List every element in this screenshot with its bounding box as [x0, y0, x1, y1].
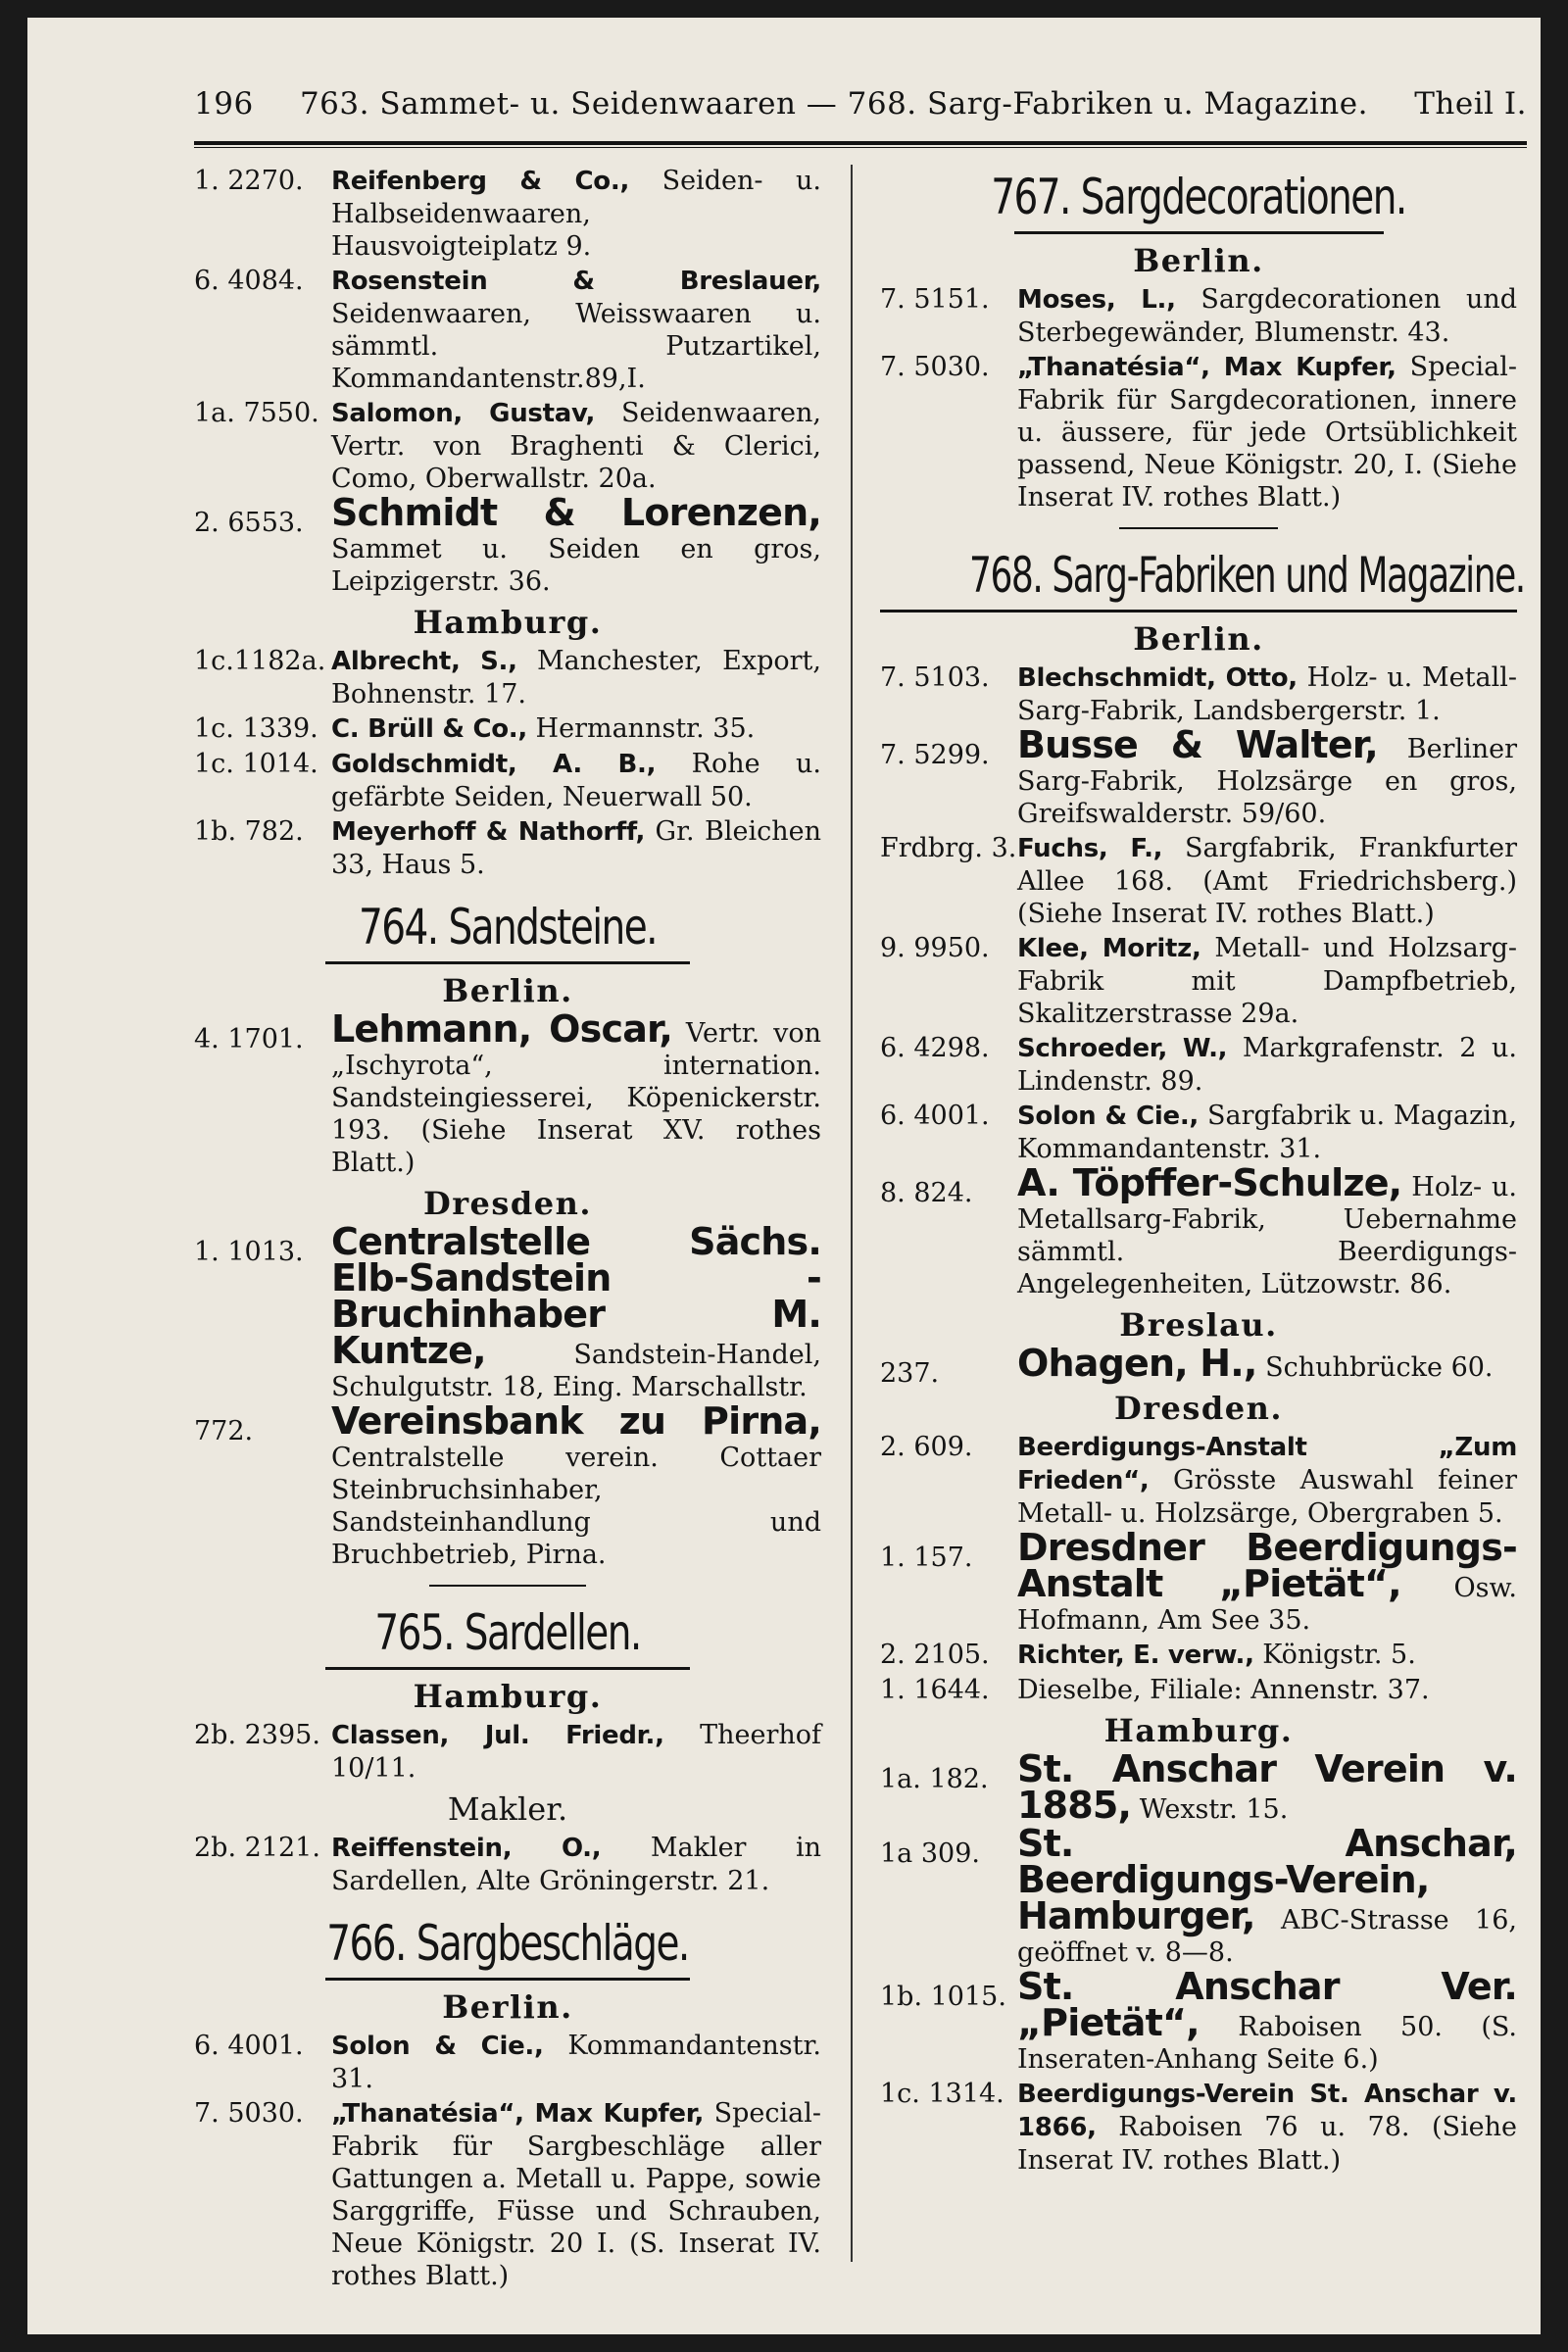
entry-description: Makler in Sardellen, Alte Gröningerstr. 21. [331, 1833, 821, 1896]
entry-description: Sargdecorationen und Sterbegewänder, Blumenstr. 43. [1017, 284, 1518, 348]
entry-phone-number: 237. [880, 1358, 940, 1389]
entry-description: Sandstein-Handel, Schulgutstr. 18, Eing. Marschallstr. [331, 1340, 821, 1402]
column-divider [851, 165, 853, 2262]
entry-phone-number: 1a 309. [880, 1838, 980, 1869]
entry-firm-name: Busse & Walter, [1017, 723, 1378, 766]
city-heading: Dresden. [1113, 1390, 1284, 1427]
directory-page [27, 18, 1541, 2334]
entry-body [1017, 1747, 1517, 1827]
entry-phone-number: 1a. 182. [880, 1764, 989, 1794]
entry-phone-number: 4. 1701. [194, 1024, 304, 1054]
entry-firm-name: „Thanatésia“, Max Kupfer, [331, 2099, 705, 2129]
directory-entry [880, 1639, 1517, 1672]
entry-body [1017, 1100, 1517, 1165]
entry-description: Gr. Bleichen 33, Haus 5. [331, 816, 821, 880]
entry-firm-name: Fuchs, F., [1017, 834, 1163, 863]
entry-list [194, 645, 821, 881]
page-number: 196 [194, 86, 254, 122]
entry-firm-name: Blechschmidt, Otto, [1017, 663, 1298, 693]
running-title: 763. Sammet- u. Seidenwaaren — 768. Sarg-Fabriken u. Magazine. [299, 86, 1368, 122]
entry-firm-name: „Thanatésia“, Max Kupfer, [1017, 353, 1396, 382]
entry-description: Raboisen 50. (S. Inseraten-Anhang Seite 6.) [1017, 2012, 1517, 2075]
entry-body [1017, 1822, 1517, 1969]
entry-body [1017, 283, 1517, 349]
entry-list [194, 1007, 822, 1179]
entry-description: Sargfabrik u. Magazin, Kommandantenstr. 31. [1017, 1101, 1517, 1164]
entry-body [1017, 1431, 1517, 1530]
entry-body [1017, 351, 1517, 514]
entry-description: Holz- u. Metallsarg-Fabrik, Uebernahme sämmtl. Beerdigungs-Angelegenheiten, Lützowstr. 86. [1017, 1172, 1517, 1299]
entry-firm-name: Beerdigungs-Verein St. Anschar v. 1866, [1017, 2080, 1517, 2142]
entry-phone-number: 2. 609. [880, 1432, 973, 1462]
entry-firm-name: A. Töpffer-Schulze, [1017, 1161, 1402, 1204]
divider-rule [429, 1585, 586, 1587]
entry-description: Sammet u. Seiden en gros, Leipzigerstr. 36. [331, 534, 821, 597]
entry-firm-name: Dresdner Beerdigungs-Anstalt „Pietät“, [1017, 1526, 1517, 1605]
entry-phone-number: 6. 4001. [880, 1101, 990, 1131]
entry-phone-number: Frdbrg. 3. [880, 833, 1017, 863]
entry-body [1017, 1526, 1517, 1637]
directory-entry [880, 1747, 1517, 1827]
entry-body [331, 2030, 821, 2095]
directory-entry [880, 832, 1517, 930]
entry-firm-name: St. Anschar Verein v. 1885, [1017, 1747, 1517, 1827]
entry-phone-number: 1c. 1014. [194, 749, 318, 779]
entry-body [331, 1719, 821, 1785]
entry-firm-name: Classen, Jul. Friedr., [331, 1721, 664, 1750]
directory-entry [880, 2078, 1517, 2177]
entry-body [1017, 832, 1517, 930]
directory-entry [880, 723, 1517, 830]
directory-entry [880, 1526, 1517, 1637]
entry-firm-name: Albrecht, S., [331, 647, 517, 676]
directory-entry [880, 351, 1517, 514]
entry-phone-number: 1b. 782. [194, 816, 304, 847]
directory-entry [194, 2030, 821, 2095]
entry-list [194, 2030, 821, 2292]
entry-body [331, 748, 821, 813]
entry-phone-number: 1b. 1015. [880, 1982, 1006, 2012]
entry-firm-name: Rosenstein & Breslauer, [331, 267, 821, 296]
entry-firm-name: Centralstelle Sächs. Elb-Sandstein - Bruchinhaber M. Kuntze, [331, 1220, 821, 1372]
section-title: 764. Sandsteine. [359, 899, 657, 956]
entry-body [331, 2097, 821, 2292]
entry-list [194, 1719, 821, 1785]
entry-firm-name: Solon & Cie., [331, 2032, 544, 2061]
entry-body [331, 397, 821, 495]
entry-description: Dieselbe, Filiale: Annenstr. 37. [1017, 1675, 1430, 1705]
city-heading: Hamburg. [1103, 1712, 1294, 1749]
entry-firm-name: St. Anschar Ver. „Pietät“, [1017, 1965, 1517, 2044]
header-rule [194, 141, 1527, 145]
entry-description: Metall- und Holzsarg-Fabrik mit Dampfbetrieb, Skalitzerstrasse 29a. [1017, 933, 1518, 1029]
directory-entry [880, 932, 1517, 1030]
entry-body [1017, 1674, 1517, 1706]
section-title: 768. Sarg-Fabriken und Magazine. [969, 547, 1525, 604]
entry-body [331, 491, 821, 598]
directory-entry [194, 2097, 821, 2292]
page-header [194, 86, 1527, 122]
entry-firm-name: Schroeder, W., [1017, 1034, 1228, 1063]
directory-entry [194, 491, 821, 598]
entry-description: Holz- u. Metall-Sarg-Fabrik, Landsbergerstr. 1. [1017, 662, 1517, 726]
entry-firm-name: Schmidt & Lorenzen, [331, 491, 821, 534]
entry-phone-number: 2. 6553. [194, 508, 304, 538]
entry-firm-name: C. Brüll & Co., [331, 714, 527, 744]
entry-list [880, 1747, 1517, 2177]
entry-body [331, 1007, 822, 1179]
section-rule [325, 1978, 689, 1981]
directory-entry [880, 662, 1517, 727]
entry-description: Raboisen 76 u. 78. (Siehe Inserat IV. rothes Blatt.) [1017, 2112, 1517, 2176]
entry-description: Grösste Auswahl feiner Metall- u. Holzsärge, Obergraben 5. [1017, 1465, 1517, 1529]
entry-body [331, 1220, 821, 1403]
entry-description: Hermannstr. 35. [526, 713, 756, 744]
section-title: 767. Sargdecorationen. [991, 169, 1406, 225]
entry-body [331, 1832, 821, 1897]
entry-phone-number: 1. 1644. [880, 1675, 990, 1705]
directory-entry [880, 1342, 1517, 1389]
entry-description: Berliner Sarg-Fabrik, Holzsärge en gros, Greifswalderstr. 59/60. [1017, 734, 1517, 829]
right-column [880, 165, 1525, 2179]
directory-entry [880, 1161, 1517, 1300]
entry-firm-name: St. Anschar, Beerdigungs-Verein, Hamburger, [1017, 1822, 1517, 1937]
directory-entry [194, 815, 821, 881]
entry-phone-number: 1a. 7550. [194, 398, 319, 428]
entry-list [194, 1220, 821, 1571]
entry-phone-number: 6. 4298. [880, 1033, 990, 1063]
section-title: 766. Sargbeschläge. [326, 1915, 689, 1972]
city-heading: Berlin. [1133, 242, 1264, 279]
entry-description: Schuhbrücke 60. [1256, 1352, 1494, 1383]
entry-list [194, 165, 821, 598]
entry-description: Sargfabrik, Frankfurter Allee 168. (Amt Friedrichsberg.) (Siehe Inserat IV. rothes Blatt.) [1017, 833, 1518, 929]
entry-firm-name: Moses, L., [1017, 285, 1176, 315]
entry-list [880, 1342, 1517, 1389]
entry-phone-number: 7. 5030. [194, 2098, 304, 2129]
city-heading: Berlin. [442, 972, 573, 1009]
entry-body [1017, 1965, 1517, 2076]
entry-description: Seidenwaaren, Vertr. von Braghenti & Clerici, Como, Oberwallstr. 20a. [331, 398, 821, 494]
directory-entry [880, 1431, 1517, 1530]
entry-list [880, 283, 1517, 514]
entry-description: Special-Fabrik für Sargbeschläge aller Gattungen a. Metall u. Pappe, sowie Sarggriffe, Füsse und Schrauben, Neue Königstr. 20 I. (S. Inserat IV. rothes Blatt.) [331, 2098, 821, 2291]
entry-body [331, 712, 821, 746]
directory-entry [194, 165, 821, 263]
entry-description: Seidenwaaren, Weisswaaren u. sämmtl. Putzartikel, Kommandantenstr.89,I. [331, 299, 821, 394]
entry-body [331, 815, 821, 881]
entry-body [1017, 1639, 1517, 1672]
directory-entry [880, 1674, 1517, 1706]
divider-rule [1119, 527, 1279, 529]
entry-body [331, 645, 821, 710]
entry-phone-number: 2b. 2395. [194, 1720, 320, 1750]
entry-body [1017, 1161, 1517, 1300]
entry-firm-name: Ohagen, H., [1017, 1342, 1257, 1385]
entry-phone-number: 7. 5151. [880, 284, 990, 315]
section-rule [1014, 231, 1384, 234]
entry-list [880, 1431, 1517, 1706]
entry-firm-name: Richter, E. verw., [1017, 1641, 1254, 1670]
directory-entry [194, 712, 821, 746]
directory-entry [880, 1100, 1517, 1165]
entry-body [331, 165, 821, 263]
entry-description: Kommandantenstr. 31. [331, 2031, 821, 2094]
entry-description: Manchester, Export, Bohnenstr. 17. [331, 646, 821, 710]
section-title: 765. Sardellen. [374, 1604, 641, 1661]
entry-phone-number: 8. 824. [880, 1178, 973, 1208]
entry-description: ABC-Strasse 16, geöffnet v. 8—8. [1017, 1905, 1517, 1968]
entry-description: Rohe u. gefärbte Seiden, Neuerwall 50. [331, 749, 821, 812]
entry-phone-number: 1c.1182a. [194, 646, 326, 676]
directory-entry [880, 1822, 1517, 1969]
left-column [194, 165, 821, 2294]
entry-phone-number: 2. 2105. [880, 1640, 990, 1670]
entry-description: Osw. Hofmann, Am See 35. [1017, 1573, 1517, 1636]
entry-firm-name: Meyerhoff & Nathorff, [331, 817, 646, 847]
directory-entry [194, 1399, 821, 1571]
entry-list [880, 662, 1517, 1300]
entry-body [1017, 932, 1517, 1030]
entry-firm-name: Solon & Cie., [1017, 1102, 1199, 1131]
entry-body [1017, 1342, 1517, 1385]
directory-entry [194, 748, 821, 813]
city-heading: Berlin. [442, 1988, 573, 2026]
entry-firm-name: Lehmann, Oscar, [331, 1007, 673, 1051]
subheading: Makler. [447, 1790, 568, 1828]
directory-entry [194, 1832, 821, 1897]
section-rule [880, 610, 1517, 612]
city-heading: Hamburg. [413, 604, 603, 641]
entry-firm-name: Salomon, Gustav, [331, 399, 596, 428]
entry-description: Centralstelle verein. Cottaer Steinbruchsinhaber, Sandsteinhandlung und Bruchbetrieb, Pirna. [331, 1443, 821, 1570]
city-heading: Dresden. [422, 1185, 593, 1222]
entry-firm-name: Reifenberg & Co., [331, 167, 630, 196]
directory-entry [194, 265, 821, 395]
city-heading: Berlin. [1133, 620, 1264, 658]
section-rule [325, 961, 689, 964]
entry-description: Special-Fabrik für Sargdecorationen, innere u. äussere, für jede Ortsüblichkeit passend, Neue Königstr. 20, I. (Siehe Inserat IV. rothes Blatt.) [1017, 352, 1517, 513]
entry-phone-number: 7. 5103. [880, 662, 990, 693]
entry-phone-number: 6. 4084. [194, 266, 304, 296]
entry-firm-name: Vereinsbank zu Pirna, [331, 1399, 821, 1443]
entry-phone-number: 9. 9950. [880, 933, 990, 963]
entry-phone-number: 7. 5030. [880, 352, 990, 382]
entry-phone-number: 1. 157. [880, 1543, 973, 1573]
directory-entry [880, 1965, 1517, 2076]
entry-phone-number: 7. 5299. [880, 740, 990, 770]
entry-phone-number: 1c. 1314. [880, 2079, 1004, 2109]
entry-body [331, 1399, 821, 1571]
entry-description: Königstr. 5. [1253, 1640, 1416, 1670]
entry-description: Vertr. von „Ischyrota“, internation. Sandsteingiesserei, Köpenickerstr. 193. (Siehe Inserat XV. rothes Blatt.) [331, 1018, 822, 1178]
entry-firm-name: Goldschmidt, A. B., [331, 750, 657, 779]
city-heading: Hamburg. [413, 1678, 603, 1715]
entry-phone-number: 2b. 2121. [194, 1833, 320, 1863]
entry-body [331, 265, 821, 395]
entry-phone-number: 1c. 1339. [194, 713, 318, 744]
directory-entry [194, 397, 821, 495]
entry-firm-name: Klee, Moritz, [1017, 934, 1201, 963]
section-rule [325, 1667, 689, 1670]
entry-phone-number: 772. [194, 1416, 254, 1446]
directory-entry [194, 1719, 821, 1785]
directory-entry [880, 283, 1517, 349]
city-heading: Breslau. [1119, 1306, 1278, 1344]
entry-description: Seiden- u. Halbseidenwaaren, Hausvoigteiplatz 9. [331, 166, 821, 262]
entry-phone-number: 1. 2270. [194, 166, 304, 196]
entry-body [1017, 2078, 1517, 2177]
entry-body [1017, 723, 1517, 830]
header-rule-thin [194, 147, 1527, 148]
directory-entry [194, 645, 821, 710]
entry-description: Theerhof 10/11. [331, 1720, 821, 1784]
directory-entry [194, 1007, 822, 1179]
directory-entry [880, 1032, 1517, 1098]
entry-firm-name: Reiffenstein, O., [331, 1834, 602, 1863]
entry-description: Markgrafenstr. 2 u. Lindenstr. 89. [1017, 1033, 1517, 1097]
entry-phone-number: 1. 1013. [194, 1237, 304, 1267]
entry-firm-name: Beerdigungs-Anstalt „Zum Frieden“, [1017, 1433, 1517, 1495]
part-label: Theil I. [1414, 86, 1527, 122]
entry-body [1017, 1032, 1517, 1098]
entry-description: Wexstr. 15. [1131, 1794, 1289, 1825]
entry-body [1017, 662, 1517, 727]
entry-phone-number: 6. 4001. [194, 2031, 304, 2061]
directory-entry [194, 1220, 821, 1403]
entry-list [194, 1832, 821, 1897]
